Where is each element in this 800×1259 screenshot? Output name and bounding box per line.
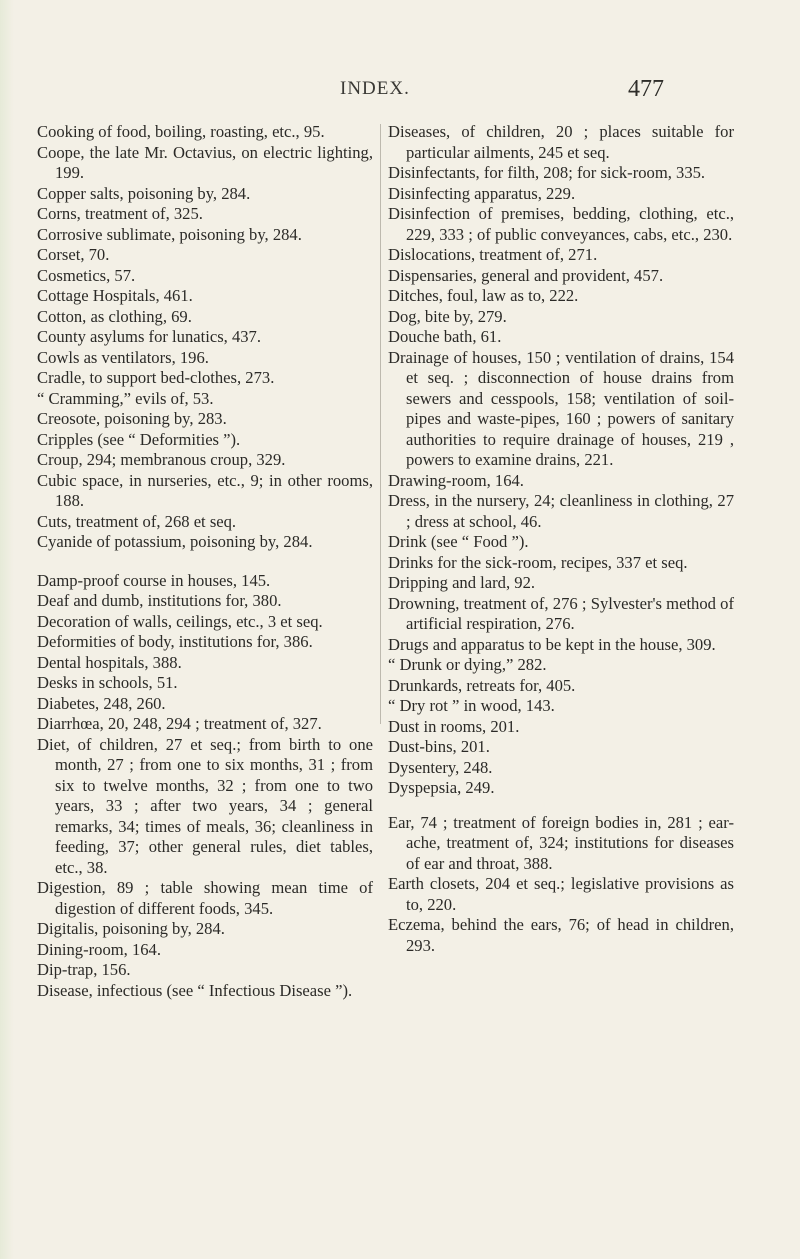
index-entry: Drunkards, retreats for, 405. bbox=[388, 675, 576, 695]
index-entry: Corset, 70. bbox=[37, 245, 110, 264]
running-head: INDEX. bbox=[340, 78, 410, 99]
index-entry: Deformities of body, institutions for, 386. bbox=[37, 632, 313, 651]
index-entry: Dental hospitals, 388. bbox=[37, 652, 182, 672]
index-entry: Diabetes, 248, 260. bbox=[37, 693, 166, 713]
index-group-d bbox=[388, 122, 734, 799]
index-entry: Desks in schools, 51. bbox=[37, 673, 178, 692]
index-entry: Drainage of houses, 150 ; ventilation of drains, 154 et seq. ; disconnection of house drains from sewers and cesspools, 158; ventilation of soil-pipes and waste-pipes, 160 ; powers of sanitary authorities to require drainage of houses, 219 , powers to examine drains, 221. bbox=[388, 347, 734, 469]
index-entry: Dislocations, treatment of, 271. bbox=[388, 245, 598, 264]
group-gap bbox=[37, 553, 373, 571]
page-number: 477 bbox=[628, 76, 664, 102]
index-entry: Dog, bite by, 279. bbox=[388, 306, 507, 326]
page-header bbox=[0, 76, 800, 116]
index-entry: Damp-proof course in houses, 145. bbox=[37, 570, 271, 590]
index-group-c bbox=[37, 122, 373, 553]
index-entry: Creosote, poisoning by, 283. bbox=[37, 409, 227, 428]
index-entry: Dripping and lard, 92. bbox=[388, 573, 536, 592]
index-entry: Disease, infectious (see “ Infectious Disease ”). bbox=[37, 980, 353, 1000]
index-entry: Cubic space, in nurseries, etc., 9; in other rooms, 188. bbox=[37, 470, 373, 510]
index-entry: Cosmetics, 57. bbox=[37, 265, 136, 285]
right-column bbox=[388, 122, 734, 956]
index-entry: Dining-room, 164. bbox=[37, 939, 161, 959]
index-entry: Disinfectants, for filth, 208; for sick-room, 335. bbox=[388, 163, 706, 182]
index-entry: Corns, treatment of, 325. bbox=[37, 204, 203, 223]
index-entry: Diet, of children, 27 et seq.; from birth to one month, 27 ; from one to six months, 31 ; from six to twelve months, 32 ; from one to two years, 33 ; after two years, 34 ; general remarks, 34; times of meals, 36; cleanliness in feeding, 37; other general rules, diet tables, etc., 38. bbox=[37, 734, 373, 877]
index-entry: Dysentery, 248. bbox=[388, 757, 493, 777]
index-entry: Drowning, treatment of, 276 ; Sylvester's method of artificial respiration, 276. bbox=[388, 593, 734, 633]
index-entry: Eczema, behind the ears, 76; of head in children, 293. bbox=[388, 915, 734, 955]
left-column bbox=[37, 122, 373, 1001]
index-entry: Copper salts, poisoning by, 284. bbox=[37, 183, 251, 203]
index-entry: Disinfection of premises, bedding, clothing, etc., 229, 333 ; of public conveyances, cabs, etc., 230. bbox=[388, 204, 734, 244]
index-entry: Dress, in the nursery, 24; cleanliness in clothing, 27 ; dress at school, 46. bbox=[388, 491, 734, 531]
index-entry: Dispensaries, general and provident, 457. bbox=[388, 265, 664, 285]
index-entry: Cottage Hospitals, 461. bbox=[37, 286, 193, 305]
page-edge-shadow bbox=[0, 0, 14, 1259]
index-entry: Drawing-room, 164. bbox=[388, 470, 524, 490]
index-group-e bbox=[388, 813, 734, 957]
index-entry: Digestion, 89 ; table showing mean time of digestion of different foods, 345. bbox=[37, 878, 373, 918]
index-entry: Cooking of food, boiling, roasting, etc., 95. bbox=[37, 122, 325, 141]
index-entry: Ear, 74 ; treatment of foreign bodies in, 281 ; ear-ache, treatment of, 324; institutions for diseases of ear and throat, 388. bbox=[388, 812, 734, 873]
column-divider bbox=[380, 124, 381, 724]
index-entry: Douche bath, 61. bbox=[388, 327, 502, 346]
index-entry: Cradle, to support bed-clothes, 273. bbox=[37, 368, 275, 387]
index-entry: Decoration of walls, ceilings, etc., 3 et seq. bbox=[37, 611, 323, 631]
index-entry: “ Dry rot ” in wood, 143. bbox=[388, 696, 555, 715]
index-entry: “ Cramming,” evils of, 53. bbox=[37, 388, 214, 408]
index-entry: Deaf and dumb, institutions for, 380. bbox=[37, 591, 282, 610]
index-entry: Cowls as ventilators, 196. bbox=[37, 347, 209, 367]
index-group-d bbox=[37, 571, 373, 1002]
index-entry: Digitalis, poisoning by, 284. bbox=[37, 919, 225, 938]
index-entry: Dust in rooms, 201. bbox=[388, 716, 520, 736]
index-entry: Dyspepsia, 249. bbox=[388, 778, 495, 797]
index-entry: Dust-bins, 201. bbox=[388, 737, 490, 756]
index-entry: “ Drunk or dying,” 282. bbox=[388, 655, 547, 674]
index-entry: Corrosive sublimate, poisoning by, 284. bbox=[37, 224, 302, 244]
index-entry: Cripples (see “ Deformities ”). bbox=[37, 429, 241, 449]
group-gap bbox=[388, 799, 734, 813]
index-entry: Drugs and apparatus to be kept in the house, 309. bbox=[388, 634, 716, 654]
index-entry: Cotton, as clothing, 69. bbox=[37, 306, 192, 326]
index-entry: County asylums for lunatics, 437. bbox=[37, 327, 261, 346]
index-entry: Drink (see “ Food ”). bbox=[388, 532, 529, 551]
index-entry: Cyanide of potassium, poisoning by, 284. bbox=[37, 532, 313, 551]
index-entry: Cuts, treatment of, 268 et seq. bbox=[37, 511, 237, 531]
index-entry: Diarrhœa, 20, 248, 294 ; treatment of, 327. bbox=[37, 714, 322, 733]
index-entry: Dip-trap, 156. bbox=[37, 960, 131, 979]
index-entry: Disinfecting apparatus, 229. bbox=[388, 183, 576, 203]
index-entry: Ditches, foul, law as to, 222. bbox=[388, 286, 579, 305]
index-entry: Diseases, of children, 20 ; places suitable for particular ailments, 245 et seq. bbox=[388, 122, 734, 162]
index-entry: Coope, the late Mr. Octavius, on electric lighting, 199. bbox=[37, 142, 373, 182]
index-entry: Drinks for the sick-room, recipes, 337 et seq. bbox=[388, 552, 688, 572]
index-entry: Croup, 294; membranous croup, 329. bbox=[37, 450, 286, 469]
index-entry: Earth closets, 204 et seq.; legislative provisions as to, 220. bbox=[388, 874, 734, 914]
